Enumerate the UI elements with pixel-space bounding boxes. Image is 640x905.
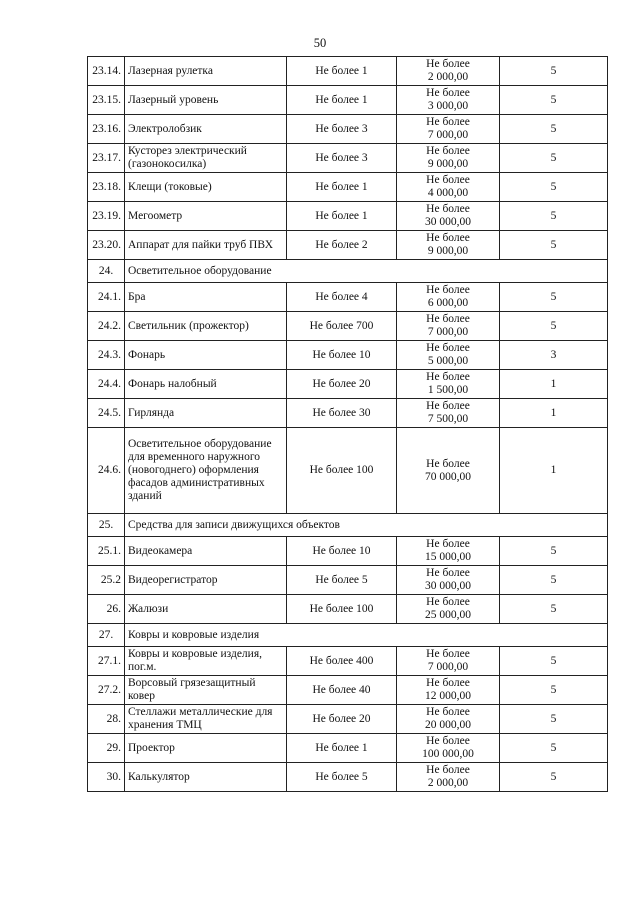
item-term: 1 bbox=[500, 399, 608, 428]
item-price bbox=[397, 705, 500, 734]
price-prefix: Не более bbox=[426, 567, 470, 579]
item-name: Светильник (прожектор) bbox=[125, 312, 287, 341]
table-row bbox=[88, 647, 608, 676]
price-value: 9 000,00 bbox=[427, 158, 469, 170]
price-value: 25 000,00 bbox=[425, 609, 471, 621]
price-value: 70 000,00 bbox=[425, 470, 471, 483]
price-value: 5 000,00 bbox=[427, 355, 469, 367]
table-row bbox=[88, 370, 608, 399]
item-quantity: Не более 5 bbox=[287, 566, 397, 595]
price-prefix: Не более bbox=[426, 232, 470, 244]
item-price bbox=[397, 231, 500, 260]
price-value: 7 000,00 bbox=[427, 661, 469, 673]
table-row bbox=[88, 595, 608, 624]
table-row bbox=[88, 144, 608, 173]
price-prefix: Не более bbox=[426, 145, 470, 157]
section-title: Осветительное оборудование bbox=[125, 260, 608, 283]
item-name: Клещи (токовые) bbox=[125, 173, 287, 202]
item-name: Бра bbox=[125, 283, 287, 312]
table-row bbox=[88, 399, 608, 428]
price-value: 7 000,00 bbox=[427, 326, 469, 338]
item-quantity: Не более 1 bbox=[287, 86, 397, 115]
price-prefix: Не более bbox=[426, 457, 470, 470]
section-row bbox=[88, 514, 608, 537]
item-name: Ворсовый грязезащитный ковер bbox=[125, 676, 287, 705]
item-price bbox=[397, 370, 500, 399]
item-number: 29. bbox=[88, 734, 125, 763]
price-prefix: Не более bbox=[426, 203, 470, 215]
item-price bbox=[397, 341, 500, 370]
item-number: 25.1. bbox=[88, 537, 125, 566]
item-name: Жалюзи bbox=[125, 595, 287, 624]
item-name: Проектор bbox=[125, 734, 287, 763]
table-row bbox=[88, 763, 608, 792]
item-number: 23.20. bbox=[88, 231, 125, 260]
item-name: Мегоометр bbox=[125, 202, 287, 231]
item-term: 5 bbox=[500, 763, 608, 792]
item-price bbox=[397, 399, 500, 428]
item-number: 24.2. bbox=[88, 312, 125, 341]
item-number: 26. bbox=[88, 595, 125, 624]
item-number: 23.18. bbox=[88, 173, 125, 202]
item-quantity: Не более 5 bbox=[287, 763, 397, 792]
table-row bbox=[88, 428, 608, 514]
item-term: 5 bbox=[500, 115, 608, 144]
item-price bbox=[397, 428, 500, 514]
item-term: 5 bbox=[500, 283, 608, 312]
item-quantity: Не более 1 bbox=[287, 734, 397, 763]
item-number: 24.3. bbox=[88, 341, 125, 370]
price-prefix: Не более bbox=[426, 58, 470, 70]
item-name: Аппарат для пайки труб ПВХ bbox=[125, 231, 287, 260]
item-number: 23.17. bbox=[88, 144, 125, 173]
item-quantity: Не более 100 bbox=[287, 595, 397, 624]
item-quantity: Не более 400 bbox=[287, 647, 397, 676]
item-price bbox=[397, 647, 500, 676]
item-quantity: Не более 40 bbox=[287, 676, 397, 705]
item-quantity: Не более 3 bbox=[287, 144, 397, 173]
price-prefix: Не более bbox=[426, 677, 470, 689]
price-prefix: Не более bbox=[426, 706, 470, 718]
item-name: Лазерный уровень bbox=[125, 86, 287, 115]
table-row bbox=[88, 202, 608, 231]
price-prefix: Не более bbox=[426, 735, 470, 747]
section-number: 24. bbox=[88, 260, 125, 283]
section-row bbox=[88, 260, 608, 283]
equipment-table-body bbox=[88, 57, 608, 792]
price-value: 9 000,00 bbox=[427, 245, 469, 257]
item-term: 5 bbox=[500, 647, 608, 676]
table-row bbox=[88, 341, 608, 370]
item-price bbox=[397, 566, 500, 595]
price-value: 6 000,00 bbox=[427, 297, 469, 309]
item-name: Осветительное оборудование для временного наружного (новогоднего) оформления фасадов административных зданий bbox=[125, 428, 287, 514]
item-name: Ковры и ковровые изделия, пог.м. bbox=[125, 647, 287, 676]
table-row bbox=[88, 57, 608, 86]
item-price bbox=[397, 144, 500, 173]
table-row bbox=[88, 173, 608, 202]
table-row bbox=[88, 231, 608, 260]
price-value: 30 000,00 bbox=[425, 580, 471, 592]
item-name: Фонарь bbox=[125, 341, 287, 370]
item-price bbox=[397, 115, 500, 144]
page-number: 50 bbox=[313, 36, 327, 50]
price-value: 2 000,00 bbox=[427, 777, 469, 789]
price-prefix: Не более bbox=[426, 116, 470, 128]
price-prefix: Не более bbox=[426, 538, 470, 550]
item-name: Электролобзик bbox=[125, 115, 287, 144]
price-value: 12 000,00 bbox=[425, 690, 471, 702]
item-term: 5 bbox=[500, 86, 608, 115]
item-term: 5 bbox=[500, 57, 608, 86]
price-prefix: Не более bbox=[426, 371, 470, 383]
item-price bbox=[397, 202, 500, 231]
section-number: 25. bbox=[88, 514, 125, 537]
price-value: 20 000,00 bbox=[425, 719, 471, 731]
price-value: 7 500,00 bbox=[427, 413, 469, 425]
item-term: 5 bbox=[500, 676, 608, 705]
item-term: 5 bbox=[500, 312, 608, 341]
table-row bbox=[88, 676, 608, 705]
price-prefix: Не более bbox=[426, 313, 470, 325]
item-term: 5 bbox=[500, 202, 608, 231]
item-number: 24.5. bbox=[88, 399, 125, 428]
item-term: 5 bbox=[500, 595, 608, 624]
item-price bbox=[397, 173, 500, 202]
price-prefix: Не более bbox=[426, 174, 470, 186]
item-price bbox=[397, 537, 500, 566]
price-value: 1 500,00 bbox=[427, 384, 469, 396]
price-prefix: Не более bbox=[426, 87, 470, 99]
price-value: 2 000,00 bbox=[427, 71, 469, 83]
table-row bbox=[88, 115, 608, 144]
table-row bbox=[88, 283, 608, 312]
item-number: 27.1. bbox=[88, 647, 125, 676]
item-price bbox=[397, 86, 500, 115]
item-name: Видеорегистратор bbox=[125, 566, 287, 595]
item-number: 28. bbox=[88, 705, 125, 734]
section-title: Средства для записи движущихся объектов bbox=[125, 514, 608, 537]
item-term: 5 bbox=[500, 705, 608, 734]
item-name: Гирлянда bbox=[125, 399, 287, 428]
item-number: 24.4. bbox=[88, 370, 125, 399]
item-price bbox=[397, 676, 500, 705]
price-prefix: Не более bbox=[426, 648, 470, 660]
table-row bbox=[88, 705, 608, 734]
equipment-table bbox=[87, 56, 608, 792]
section-number: 27. bbox=[88, 624, 125, 647]
section-row bbox=[88, 624, 608, 647]
price-value: 100 000,00 bbox=[422, 748, 474, 760]
item-number: 24.1. bbox=[88, 283, 125, 312]
table-row bbox=[88, 734, 608, 763]
price-value: 7 000,00 bbox=[427, 129, 469, 141]
item-price bbox=[397, 57, 500, 86]
item-term: 1 bbox=[500, 428, 608, 514]
item-term: 5 bbox=[500, 537, 608, 566]
item-quantity: Не более 1 bbox=[287, 173, 397, 202]
item-quantity: Не более 30 bbox=[287, 399, 397, 428]
item-number: 23.14. bbox=[88, 57, 125, 86]
price-value: 30 000,00 bbox=[425, 216, 471, 228]
item-quantity: Не более 20 bbox=[287, 705, 397, 734]
table-row bbox=[88, 312, 608, 341]
item-term: 5 bbox=[500, 144, 608, 173]
item-number: 23.16. bbox=[88, 115, 125, 144]
item-quantity: Не более 4 bbox=[287, 283, 397, 312]
item-quantity: Не более 1 bbox=[287, 202, 397, 231]
item-price bbox=[397, 312, 500, 341]
price-prefix: Не более bbox=[426, 400, 470, 412]
price-prefix: Не более bbox=[426, 764, 470, 776]
item-term: 1 bbox=[500, 370, 608, 399]
table-row bbox=[88, 86, 608, 115]
item-quantity: Не более 700 bbox=[287, 312, 397, 341]
item-quantity: Не более 10 bbox=[287, 537, 397, 566]
item-term: 5 bbox=[500, 734, 608, 763]
item-number: 23.19. bbox=[88, 202, 125, 231]
item-name: Стеллажи металлические для хранения ТМЦ bbox=[125, 705, 287, 734]
price-value: 15 000,00 bbox=[425, 551, 471, 563]
section-title: Ковры и ковровые изделия bbox=[125, 624, 608, 647]
item-number: 25.2 bbox=[88, 566, 125, 595]
price-value: 4 000,00 bbox=[427, 187, 469, 199]
item-name: Видеокамера bbox=[125, 537, 287, 566]
price-prefix: Не более bbox=[426, 284, 470, 296]
item-quantity: Не более 3 bbox=[287, 115, 397, 144]
price-prefix: Не более bbox=[426, 596, 470, 608]
item-number: 23.15. bbox=[88, 86, 125, 115]
item-number: 27.2. bbox=[88, 676, 125, 705]
item-number: 30. bbox=[88, 763, 125, 792]
item-price bbox=[397, 734, 500, 763]
item-quantity: Не более 20 bbox=[287, 370, 397, 399]
item-term: 3 bbox=[500, 341, 608, 370]
price-prefix: Не более bbox=[426, 342, 470, 354]
item-quantity: Не более 10 bbox=[287, 341, 397, 370]
table-row bbox=[88, 566, 608, 595]
item-term: 5 bbox=[500, 173, 608, 202]
item-price bbox=[397, 595, 500, 624]
item-quantity: Не более 2 bbox=[287, 231, 397, 260]
item-name: Калькулятор bbox=[125, 763, 287, 792]
item-quantity: Не более 100 bbox=[287, 428, 397, 514]
price-value: 3 000,00 bbox=[427, 100, 469, 112]
item-price bbox=[397, 283, 500, 312]
item-price bbox=[397, 763, 500, 792]
item-quantity: Не более 1 bbox=[287, 57, 397, 86]
item-number: 24.6. bbox=[88, 428, 125, 514]
item-name: Фонарь налобный bbox=[125, 370, 287, 399]
table-row bbox=[88, 537, 608, 566]
item-term: 5 bbox=[500, 566, 608, 595]
item-name: Лазерная рулетка bbox=[125, 57, 287, 86]
item-name: Кусторез электрический (газонокосилка) bbox=[125, 144, 287, 173]
item-term: 5 bbox=[500, 231, 608, 260]
